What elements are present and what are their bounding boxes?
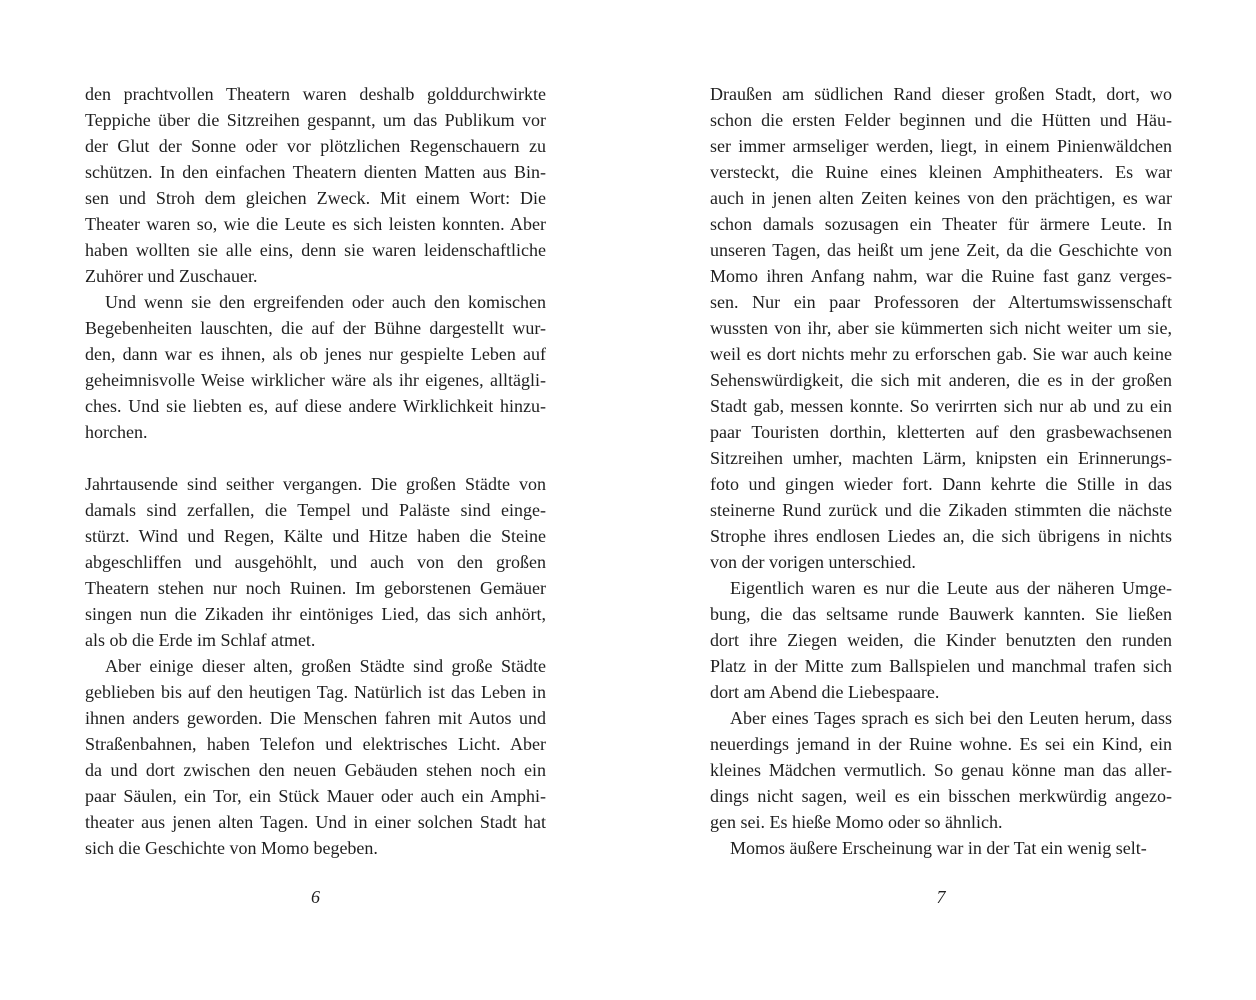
page-number-left: 6: [311, 887, 320, 907]
text-line: geblieben bis auf den heutigen Tag. Natürlich ist das Leben in: [85, 682, 546, 702]
text-line: Draußen am südlichen Rand dieser großen Stadt, dort, wo: [710, 84, 1172, 104]
text-line: den, dann war es ihnen, als ob jenes nur gespielte Leben auf: [85, 344, 546, 364]
text-line: ches. Und sie liebten es, auf diese andere Wirklichkeit hinzu-: [85, 396, 546, 416]
text-line: den prachtvollen Theatern waren deshalb golddurchwirkte: [85, 84, 546, 104]
paragraph: [85, 653, 546, 861]
text-line: Und wenn sie den ergreifenden oder auch den komischen: [105, 292, 546, 312]
text-line: paar Säulen, ein Tor, ein Stück Mauer oder auch ein Amphi-: [85, 786, 546, 806]
text-line: weil es dort nichts mehr zu erforschen gab. Sie war auch keine: [710, 344, 1172, 364]
text-line: schon damals sozusagen ein Theater für ärmere Leute. In: [710, 214, 1172, 234]
page-text: [85, 81, 546, 861]
text-line: ihnen anders geworden. Die Menschen fahren mit Autos und: [85, 708, 546, 728]
text-line: ser immer armseliger werden, liegt, in einem Pinienwäldchen: [710, 136, 1172, 156]
text-line: dort ihre Ziegen weiden, die Kinder benutzten den runden: [710, 630, 1172, 650]
text-line: Theater waren so, wie die Leute es sich leisten konnten. Aber: [85, 214, 546, 234]
text-line: neuerdings jemand in der Ruine wohne. Es sei ein Kind, ein: [710, 734, 1172, 754]
text-line: wussten von ihr, aber sie kümmerten sich nicht weiter um sie,: [710, 318, 1172, 338]
text-line: Straßenbahnen, haben Telefon und elektrisches Licht. Aber: [85, 734, 546, 754]
text-line: Sitzreihen umher, machten Lärm, knipsten ein Erinnerungs-: [710, 448, 1172, 468]
text-line: stürzt. Wind und Regen, Kälte und Hitze haben die Steine: [85, 526, 546, 546]
text-line: sich die Geschichte von Momo begeben.: [85, 838, 378, 858]
text-line: schützen. In den einfachen Theatern dienten Matten aus Bin-: [85, 162, 546, 182]
text-line: der Glut der Sonne oder vor plötzlichen Regenschauern zu: [85, 136, 546, 156]
text-line: bung, die das seltsame runde Bauwerk kannten. Sie ließen: [710, 604, 1172, 624]
text-line: Zuhörer und Zuschauer.: [85, 266, 258, 286]
text-line: Momos äußere Erscheinung war in der Tat ein wenig selt-: [730, 838, 1147, 858]
page-text: [710, 81, 1172, 861]
text-line: Jahrtausende sind seither vergangen. Die großen Städte von: [85, 474, 546, 494]
text-line: gen sei. Es hieße Momo oder so ähnlich.: [710, 812, 1003, 832]
text-line: als ob die Erde im Schlaf atmet.: [85, 630, 316, 650]
paragraph: [710, 835, 1172, 861]
text-line: auch in jenen alten Zeiten keines von den prächtigen, es war: [710, 188, 1172, 208]
text-line: unseren Tagen, das heißt um jene Zeit, da die Geschichte von: [710, 240, 1172, 260]
text-line: Strophe ihres endlosen Liedes an, die sich übrigens in nichts: [710, 526, 1172, 546]
paragraph: [85, 289, 546, 445]
text-line: kleines Mädchen vermutlich. So genau könne man das aller-: [710, 760, 1172, 780]
text-line: dort am Abend die Liebespaare.: [710, 682, 940, 702]
text-line: Sehenswürdigkeit, die sich mit anderen, die es in der großen: [710, 370, 1172, 390]
text-line: da und dort zwischen den neuen Gebäuden stehen noch ein: [85, 760, 546, 780]
text-line: Eigentlich waren es nur die Leute aus der näheren Umge-: [730, 578, 1172, 598]
paragraph: [85, 81, 546, 289]
text-line: haben wollten sie alle eins, denn sie waren leidenschaftliche: [85, 240, 546, 260]
text-line: singen nun die Zikaden ihr eintöniges Lied, das sich anhört,: [85, 604, 546, 624]
text-line: dings nicht sagen, weil es ein bisschen merkwürdig angezo-: [710, 786, 1172, 806]
page-right: [710, 81, 1172, 961]
text-line: Theatern stehen nur noch Ruinen. Im geborstenen Gemäuer: [85, 578, 546, 598]
text-line: theater aus jenen alten Tagen. Und in einer solchen Stadt hat: [85, 812, 546, 832]
page-left: [85, 81, 546, 961]
text-line: sen und Stroh dem gleichen Zweck. Mit einem Wort: Die: [85, 188, 546, 208]
text-line: Platz in der Mitte zum Ballspielen und manchmal trafen sich: [710, 656, 1172, 676]
text-line: paar Touristen dorthin, kletterten auf den grasbewachsenen: [710, 422, 1172, 442]
text-line: horchen.: [85, 422, 148, 442]
text-line: Stadt gab, messen konnte. So verirrten sich nur ab und zu ein: [710, 396, 1172, 416]
text-line: Begebenheiten lauschten, die auf der Bühne dargestellt wur-: [85, 318, 546, 338]
text-line: foto und gingen wieder fort. Dann kehrte die Stille in das: [710, 474, 1172, 494]
page-number-right: 7: [936, 887, 946, 907]
text-line: Momo ihren Anfang nahm, war die Ruine fast ganz verges-: [710, 266, 1172, 286]
text-line: sen. Nur ein paar Professoren der Altertumswissenschaft: [710, 292, 1172, 312]
paragraph: [85, 471, 546, 653]
text-line: von der vorigen unterschied.: [710, 552, 916, 572]
text-line: Teppiche über die Sitzreihen gespannt, um das Publikum vor: [85, 110, 546, 130]
text-line: steinerne Rund zurück und die Zikaden stimmten die nächste: [710, 500, 1172, 520]
text-line: Aber einige dieser alten, großen Städte sind große Städte: [105, 656, 546, 676]
paragraph: [710, 81, 1172, 575]
paragraph: [710, 575, 1172, 705]
text-line: geheimnisvolle Weise wirklicher wäre als ihr eigenes, alltägli-: [85, 370, 546, 390]
text-line: versteckt, die Ruine eines kleinen Amphitheaters. Es war: [710, 162, 1172, 182]
text-line: damals sind zerfallen, die Tempel und Paläste sind einge-: [85, 500, 546, 520]
paragraph: [710, 705, 1172, 835]
text-line: abgeschliffen und ausgehöhlt, und auch von den großen: [85, 552, 546, 572]
text-line: Aber eines Tages sprach es sich bei den Leuten herum, dass: [730, 708, 1172, 728]
text-line: schon die ersten Felder beginnen und die Hütten und Häu-: [710, 110, 1172, 130]
